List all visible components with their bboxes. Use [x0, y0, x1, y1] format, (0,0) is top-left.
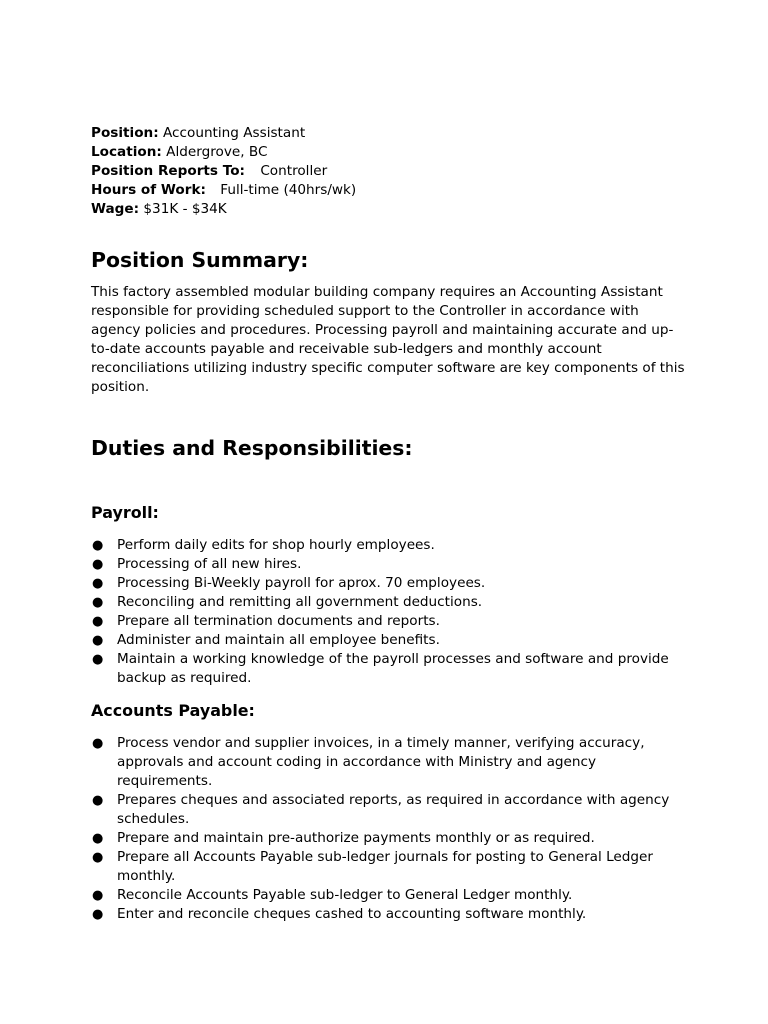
bullet-icon: ● [92, 614, 104, 629]
bullet-icon: ● [92, 793, 104, 808]
payroll-list [91, 536, 691, 688]
list-item: ● Processing Bi-Weekly payroll for aprox. 70 employees. [92, 575, 486, 591]
position-row [91, 124, 691, 143]
location-value: Aldergrove, BC [166, 144, 268, 160]
wage-label: Wage: [91, 201, 140, 217]
list-item: ● Reconcile Accounts Payable sub-ledger to General Ledger monthly. [92, 887, 573, 903]
bullet-icon: ● [92, 736, 104, 751]
hours-label: Hours of Work: [91, 182, 206, 198]
list-item: ● Prepare all Accounts Payable sub-ledger journals for posting to General Ledger monthly. [92, 849, 653, 884]
hours-row [91, 181, 691, 200]
list-item: ● Enter and reconcile cheques cashed to accounting software monthly. [92, 906, 587, 922]
location-label: Location: [91, 144, 162, 160]
position-label: Position: [91, 125, 159, 141]
reports-to-label: Position Reports To: [91, 163, 245, 179]
bullet-icon: ● [92, 538, 104, 553]
bullet-icon: ● [92, 831, 104, 846]
job-info-block [91, 124, 691, 219]
list-item: ● Processing of all new hires. [92, 556, 302, 572]
reports-to-value: Controller [260, 163, 328, 179]
list-item: ● Reconciling and remitting all government deductions. [92, 594, 483, 610]
bullet-icon: ● [92, 652, 104, 667]
list-item: ● Prepare and maintain pre-authorize payments monthly or as required. [92, 830, 595, 846]
position-value: Accounting Assistant [163, 125, 306, 141]
accounts-payable-list [91, 734, 691, 924]
position-summary-heading: Position Summary: [91, 248, 309, 272]
bullet-icon: ● [92, 595, 104, 610]
payroll-heading: Payroll: [91, 503, 159, 522]
bullet-icon: ● [92, 888, 104, 903]
bullet-icon: ● [92, 557, 104, 572]
position-summary-text: This factory assembled modular building company requires an Accounting Assistant responsible for providing scheduled support to the Controller in accordance with agency policies and procedures. Processing payroll and maintaining accurate and up-to-date accounts payable and receivable sub-ledgers and monthly account reconciliations utilizing industry specific computer software are key components of this position. [91, 284, 685, 395]
list-item: ● Prepare all termination documents and reports. [92, 613, 440, 629]
list-item: ● Perform daily edits for shop hourly employees. [92, 537, 435, 553]
duties-heading: Duties and Responsibilities: [91, 436, 413, 460]
list-item: ● Prepares cheques and associated reports, as required in accordance with agency schedules. [92, 792, 670, 827]
bullet-icon: ● [92, 576, 104, 591]
document-content [91, 124, 691, 924]
accounts-payable-heading: Accounts Payable: [91, 701, 255, 720]
reports-to-row [91, 162, 691, 181]
hours-value: Full-time (40hrs/wk) [220, 182, 357, 198]
bullet-icon: ● [92, 633, 104, 648]
bullet-icon: ● [92, 850, 104, 865]
list-item: ● Process vendor and supplier invoices, in a timely manner, verifying accuracy, approvals and account coding in accordance with Ministry and agency requirements. [92, 735, 645, 789]
list-item: ● Administer and maintain all employee benefits. [92, 632, 440, 648]
bullet-icon: ● [92, 907, 104, 922]
location-row [91, 143, 691, 162]
wage-row [91, 200, 691, 219]
wage-value: $31K - $34K [143, 201, 227, 217]
list-item: ● Maintain a working knowledge of the payroll processes and software and provide backup as required. [92, 651, 669, 686]
